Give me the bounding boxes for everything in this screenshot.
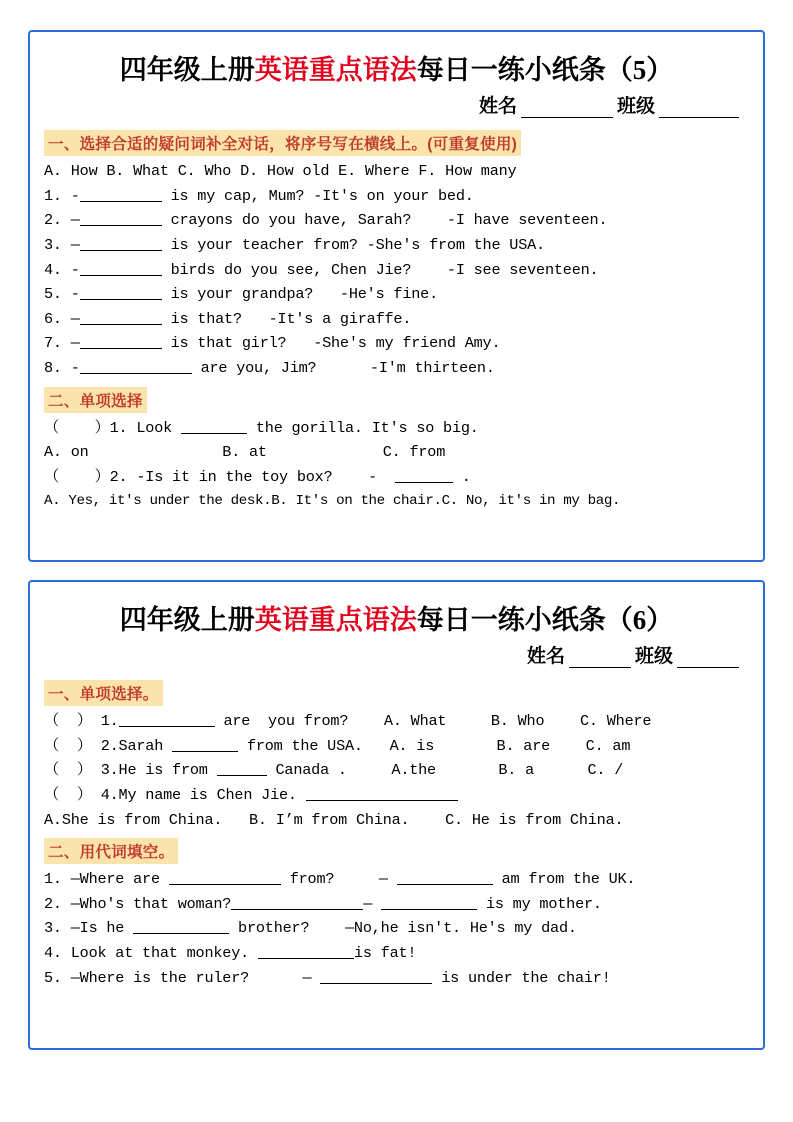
worksheet-card-5 [28, 30, 765, 562]
section-heading-1-5: 一、选择合适的疑问词补全对话，将序号写在横线上。(可重复使用) [44, 130, 521, 156]
choice-options-row[interactable]: A. Yes, it's under the desk.B. It's on the chair.C. No, it's in my bag. [44, 492, 621, 509]
question-number: 8. - [44, 359, 80, 377]
page-title-5 [44, 48, 749, 87]
answer-blank[interactable] [80, 211, 162, 226]
fill-question-pre: 1. —Where are [44, 870, 169, 889]
question-text: is that girl? -She's my friend Amy. [161, 334, 501, 353]
question-text: are you, Jim? -I'm thirteen. [191, 359, 495, 377]
fill-question-row [44, 941, 749, 966]
question-text: is my cap, Mum? -It's on your bed. [161, 186, 474, 205]
title-part-subject: 英语重点语法 [254, 605, 417, 635]
choice-options-row[interactable]: A. on B. at C. from [44, 443, 446, 462]
page-title-6 [44, 598, 749, 637]
answer-blank[interactable] [119, 712, 215, 727]
answer-blank[interactable] [181, 419, 247, 434]
class-input-blank[interactable] [659, 100, 739, 118]
fill-question-pre: 2. —Who's that woman? [44, 894, 232, 913]
question-number: 1. - [44, 186, 80, 205]
question-row [44, 184, 749, 209]
title-part-grade: 四年级上册 [119, 605, 255, 635]
answer-blank[interactable] [80, 334, 162, 349]
question-number: 3. — [44, 235, 80, 254]
question-text: is your grandpa? -He's fine. [161, 285, 438, 304]
name-input-blank[interactable] [521, 100, 613, 118]
title-part-grade: 四年级上册 [119, 55, 255, 85]
name-label: 姓名 [478, 96, 517, 117]
choice-answers-row[interactable]: A.She is from China. B. I’m from China. C. He is from China. [44, 810, 624, 829]
answer-blank[interactable] [172, 737, 238, 752]
choice-question-tail: from the USA. A. is B. are C. am [238, 736, 631, 755]
question-number: 2. — [44, 211, 80, 230]
choice-question-tail: the gorilla. It's so big. [246, 418, 479, 437]
choice-question-row [44, 783, 749, 808]
question-text: is your teacher from? -She's from the USA. [161, 235, 545, 254]
fill-question-pre: 3. —Is he [44, 919, 134, 938]
choice-question-row [44, 709, 749, 734]
fill-question-mid: from? — [280, 870, 397, 889]
answer-blank[interactable] [80, 236, 162, 251]
title-part-suffix: 每日一练小纸条（6） [416, 605, 674, 635]
class-label: 班级 [616, 96, 655, 117]
choice-question-tail: . [452, 467, 471, 486]
section-heading-1-6: 一、单项选择。 [44, 680, 163, 706]
choice-question-text: （ ）1. Look [44, 418, 181, 437]
question-text: birds do you see, Chen Jie? -I see seventeen. [161, 260, 599, 279]
choice-question-row [44, 758, 749, 783]
answer-blank[interactable] [395, 468, 453, 483]
question-row [44, 331, 749, 356]
choice-question-row [44, 734, 749, 759]
question-row [44, 258, 749, 283]
name-label: 姓名 [526, 646, 565, 667]
answer-blank[interactable] [381, 895, 477, 910]
fill-question-pre: 4. Look at that monkey. [44, 944, 258, 962]
name-class-line-5 [44, 91, 739, 118]
choice-question-row [44, 416, 749, 441]
question-text: is that? -It's a giraffe. [161, 309, 412, 328]
section-heading-2-6: 二、用代词填空。 [44, 838, 178, 864]
fill-question-post2: is my mother. [477, 894, 602, 913]
question-text: crayons do you have, Sarah? -I have seventeen. [161, 211, 608, 230]
choice-question-text: （ ）2. -Is it in the toy box? - [44, 467, 395, 486]
choice-question-text: （ ） 1. [44, 712, 119, 730]
class-label: 班级 [634, 646, 673, 667]
answer-blank[interactable] [397, 870, 493, 885]
answer-blank[interactable] [217, 761, 267, 776]
choice-question-text: （ ） 2.Sarah [44, 736, 173, 755]
question-number: 6. — [44, 309, 80, 328]
answer-blank[interactable] [80, 310, 162, 325]
fill-question-row [44, 916, 749, 941]
section-heading-2-5: 二、单项选择 [44, 387, 147, 413]
fill-question-pre: 5. —Where is the ruler? — [44, 968, 321, 987]
question-number: 5. - [44, 285, 80, 304]
fill-question-post: — [363, 894, 382, 913]
fill-question-row [44, 867, 749, 892]
fill-question-post: is under the chair! [432, 968, 611, 987]
answer-blank[interactable] [133, 919, 229, 934]
choice-question-text: （ ） 3.He is from [44, 761, 217, 780]
answer-blank[interactable] [258, 944, 354, 959]
name-input-blank[interactable] [569, 650, 631, 668]
options-line-5: A. How B. What C. Who D. How old E. Where F. How many [44, 162, 517, 180]
worksheet-card-6 [28, 580, 765, 1050]
fill-question-post: is fat! [353, 944, 417, 962]
question-row [44, 356, 749, 381]
choice-question-tail: are you from? A. What B. Who C. Where [214, 712, 652, 730]
choice-question-tail: Canada . A.the B. a C. / [266, 761, 624, 780]
answer-blank[interactable] [80, 187, 162, 202]
fill-question-post: am from the UK. [492, 870, 636, 889]
fill-question-mid: brother? —No,he isn't. He's my dad. [229, 919, 577, 938]
answer-blank[interactable] [320, 969, 432, 984]
answer-blank[interactable] [80, 261, 162, 276]
answer-blank[interactable] [169, 870, 281, 885]
question-number: 4. - [44, 260, 80, 279]
answer-blank[interactable] [80, 285, 162, 300]
answer-blank[interactable] [231, 895, 363, 910]
fill-question-row [44, 892, 749, 917]
title-part-subject: 英语重点语法 [254, 55, 417, 85]
title-part-suffix: 每日一练小纸条（5） [416, 55, 674, 85]
question-row [44, 233, 749, 258]
fill-question-row [44, 966, 749, 991]
question-row [44, 282, 749, 307]
choice-question-row [44, 465, 749, 490]
answer-blank[interactable] [80, 359, 192, 374]
question-row [44, 208, 749, 233]
answer-blank[interactable] [306, 786, 458, 801]
name-class-line-6 [44, 641, 739, 668]
class-input-blank[interactable] [677, 650, 739, 668]
question-row [44, 307, 749, 332]
question-number: 7. — [44, 334, 80, 353]
choice-question-text: （ ） 4.My name is Chen Jie. [44, 785, 306, 804]
